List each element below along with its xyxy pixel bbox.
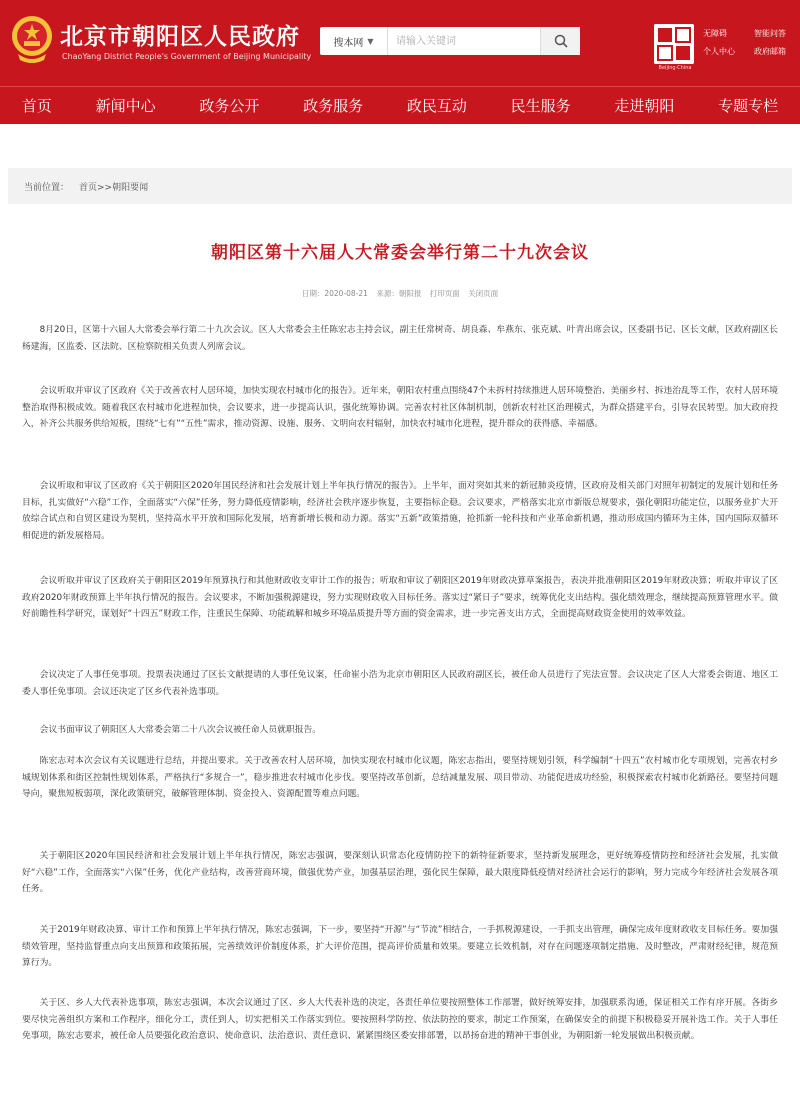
search-scope-label: 搜本网 xyxy=(333,37,364,49)
nav-item-gov-affairs[interactable]: 政务公开 xyxy=(199,97,260,115)
article-paragraph: 关于朝阳区2020年国民经济和社会发展计划上半年执行情况，陈宏志强调，要深刻认识常态化疫情防控下的新特征新要求，坚持新发展理念，更好统筹疫情防控和经济社会发展，扎实做好“六稳”工作，全面落实“六保”任务，优化产业结构，改善营商环境，做强优势产业，加强基层治理，强化民生保障，最大限度降低疫情对经济社会运行的影响，努力完成今年经济社会发展各项任务。 xyxy=(22,851,778,894)
nav-item-news[interactable]: 新闻中心 xyxy=(95,97,156,115)
article-title: 朝阳区第十六届人大常委会举行第二十九次会议 xyxy=(211,243,589,263)
nav-item-services[interactable]: 政务服务 xyxy=(303,97,364,115)
chevron-down-icon: ▼ xyxy=(367,36,374,46)
breadcrumb-label: 当前位置： xyxy=(24,182,70,193)
article-paragraph: 8月20日，区第十六届人大常委会举行第二十九次会议。区人大常委会主任陈宏志主持会议，副主任常树奇、胡良森、牟燕东、张克斌、叶青出席会议，区委副书记、区长文献，区政府副区长杨建海，区监委、区法院、区检察院相关负责人列席会议。 xyxy=(22,325,778,352)
beijing-caption: Beijing·China xyxy=(658,65,692,71)
smart-qa-link[interactable]: 智能问答 xyxy=(754,29,786,38)
print-page-link[interactable]: 打印页面 xyxy=(429,289,460,298)
breadcrumb xyxy=(8,168,792,204)
personal-center-link[interactable]: 个人中心 xyxy=(703,47,735,56)
nav-item-home[interactable]: 首页 xyxy=(21,97,52,115)
search-bar xyxy=(320,27,580,55)
site-header xyxy=(0,0,800,86)
article-paragraph: 会议听取并审议了区政府《关于改善农村人居环境，加快实现农村城市化的报告》。近年来，朝阳农村重点围绕47个未拆村持续推进人居环境整治、美丽乡村、拆违治乱等工作，农村人居环境整治取得积极成效。随着我区农村城市化进程加快，会议要求，进一步提高认识，强化统筹协调。完善农村社区体制机制，创新农村社区治理模式，为群众搭建平台，引导农民转型。加大政府投入，补齐公共服务供给短板，围绕“七有”“五性”需求，推动资源、设施、服务、文明向农村辐射，加快农村城市化进程，提升群众的获得感、幸福感。 xyxy=(22,386,778,429)
article-paragraph: 会议决定了人事任免事项。投票表决通过了区长文献提请的人事任免议案，任命崔小浩为北京市朝阳区人民政府副区长，被任命人员进行了宪法宣誓。会议决定了区人大常委会街道、地区工委人事任免事项。会议还决定了区乡代表补选事项。 xyxy=(22,670,778,697)
search-input[interactable] xyxy=(396,30,536,52)
article-date: 日期：2020-08-21 xyxy=(301,289,368,298)
beijing-logo-icon xyxy=(654,24,694,64)
article-source: 来源：朝阳报 xyxy=(376,289,422,298)
search-scope-select[interactable] xyxy=(320,27,388,55)
close-page-link[interactable]: 关闭页面 xyxy=(468,289,499,298)
nav-item-interaction[interactable]: 政民互动 xyxy=(406,97,467,115)
breadcrumb-path[interactable]: 首页>>朝阳要闻 xyxy=(79,182,149,193)
article-paragraph: 会议书面审议了朝阳区人大常委会第二十八次会议被任命人员就职报告。 xyxy=(39,725,322,735)
article-meta xyxy=(0,288,800,299)
article-paragraph: 会议听取并审议了区政府关于朝阳区2019年预算执行和其他财政收支审计工作的报告；听取和审议了朝阳区2019年财政决算草案报告，表决并批准朝阳区2019年财政决算；听取并审议了区政府2020年财政预算上半年执行情况的报告。会议要求，不断加强税源建设，努力实现财政收入目标任务。落实过“紧日子”要求，统筹优化支出结构。强化绩效理念，继续提高预算管理水平。做好前瞻性科学研究，谋划好“十四五”财政工作，注重民生保障、功能疏解和城乡环境品质提升等方面的资金需求，进一步完善支出方式，全面提高财政资金使用的效率效益。 xyxy=(22,576,778,619)
accessibility-link[interactable]: 无障碍 xyxy=(703,29,727,38)
site-subtitle: ChaoYang District People's Government of Beijing Municipality xyxy=(62,52,312,61)
article-paragraph: 陈宏志对本次会议有关议题进行总结，并提出要求。关于改善农村人居环境，加快实现农村城市化议题，陈宏志指出，要坚持规划引领，科学编制“十四五”农村城市化专项规划，完善农村乡城规划体系和街区控制性规划体系，严格执行“多规合一”，稳步推进农村城市化步伐。要坚持改革创新，总结减量发展、项目带动、功能促进成功经验，积极探索农村城市化新路径。要坚持问题导向，聚焦短板弱项，深化政策研究，破解管理体制、资金投入、资源配置等难点问题。 xyxy=(22,756,778,799)
article-paragraph: 关于2019年财政决算、审计工作和预算上半年执行情况，陈宏志强调，下一步，要坚持“开源”与“节流”相结合，一手抓税源建设，一手抓支出管理，确保完成年度财政收支目标任务。要加强绩效管理，坚持监督重点向支出预算和政策拓展，完善绩效评价制度体系，扩大评价范围，提高评价质量和效果。要建立长效机制，对存在问题逐项制定措施、及时整改，严肃财经纪律，规范预算行为。 xyxy=(22,925,778,968)
gov-mailbox-link[interactable]: 政府邮箱 xyxy=(754,47,786,56)
main-nav xyxy=(0,86,800,124)
nav-item-livelihood[interactable]: 民生服务 xyxy=(510,97,571,115)
search-icon xyxy=(554,34,568,48)
nav-item-topics[interactable]: 专题专栏 xyxy=(718,97,779,115)
national-emblem-icon xyxy=(10,14,54,64)
article-paragraph: 关于区、乡人大代表补选事项，陈宏志强调，本次会议通过了区、乡人大代表补选的决定，各责任单位要按照整体工作部署，做好统筹安排，加强联系沟通，保证相关工作有序开展。各街乡要尽快完善组织方案和工作程序，细化分工，责任到人，切实把相关工作落实到位。要按照科学防控、依法防控的要求，制定工作预案，在确保安全的前提下积极稳妥开展补选工作。关于人事任免事项，陈宏志要求，被任命人员要强化政治意识、使命意识、法治意识、责任意识、紧紧围绕区委安排部署，以昂扬奋进的精神干事创业，为朝阳新一轮发展做出积极贡献。 xyxy=(22,998,778,1041)
search-button[interactable] xyxy=(540,27,580,55)
nav-item-about-chaoyang[interactable]: 走进朝阳 xyxy=(614,97,675,115)
site-title[interactable]: 北京市朝阳区人民政府 xyxy=(60,24,300,50)
article-paragraph: 会议听取和审议了区政府《关于朝阳区2020年国民经济和社会发展计划上半年执行情况的报告》。上半年，面对突如其来的新冠肺炎疫情，区政府及相关部门对照年初制定的发展计划和任务目标，扎实做好“六稳”工作，全面落实“六保”任务，努力降低疫情影响，经济社会秩序逐步恢复，主要指标企稳。会议要求，严格落实北京市新版总规要求，强化朝阳功能定位，以服务业扩大开放综合试点和自贸区建设为契机，坚持高水平开放和国际化发展，培育新增长极和动力源。落实“五新”政策措施，抢抓新一轮科技和产业革命新机遇，推动形成国内循环为主体，国内国际双循环相促进的新发展格局。 xyxy=(22,481,778,541)
